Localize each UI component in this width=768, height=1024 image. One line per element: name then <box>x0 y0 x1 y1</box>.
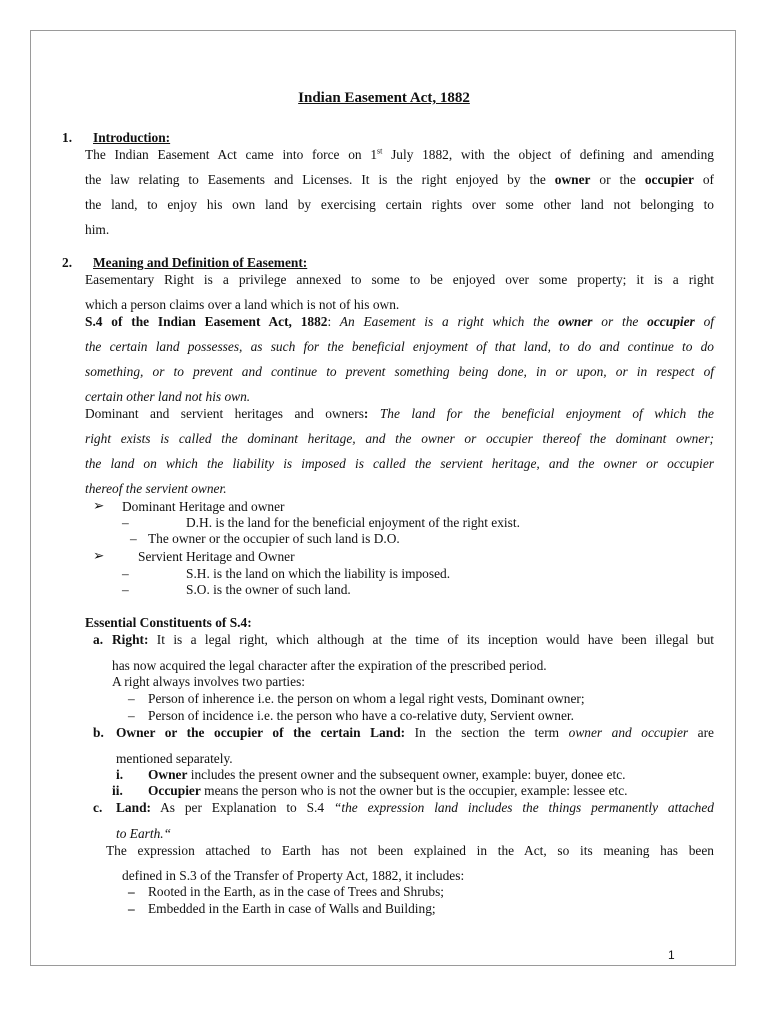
paragraph-line: Owner or the occupier of the certain Land: In the section the term owner and occupier are <box>116 725 714 740</box>
paragraph-line: Easementary Right is a privilege annexed to some to be enjoyed over some property; it is a right <box>85 272 714 287</box>
paragraph-line: something, or to prevent and continue to prevent something being done, in or upon, or in respect of <box>85 364 714 379</box>
paragraph-line: The expression attached to Earth has not been explained in the Act, so its meaning has been <box>106 843 714 858</box>
section-heading: Introduction: <box>93 130 171 145</box>
paragraph-line: The Indian Easement Act came into force on 1st July 1882, with the object of defining and amending <box>85 146 714 162</box>
section-heading: Essential Constituents of S.4: <box>85 615 252 630</box>
paragraph-line: the law relating to Easements and Licenses. It is the right enjoyed by the owner or the occupier of <box>85 172 714 187</box>
paragraph-line: Right: It is a legal right, which although at the time of its inception would have been illegal but <box>112 632 714 647</box>
list-item: Dominant Heritage and owner <box>122 499 285 514</box>
dash-bullet-icon: – <box>130 531 137 546</box>
list-marker: c. <box>93 800 103 815</box>
page-number: 1 <box>668 948 675 962</box>
paragraph-line: the land, to enjoy his own land by exercising certain rights over some other land not belonging to <box>85 197 714 212</box>
list-marker: ii. <box>112 783 123 798</box>
list-item: Embedded in the Earth in case of Walls and Building; <box>148 901 436 916</box>
list-item: D.H. is the land for the beneficial enjoyment of the right exist. <box>186 515 520 530</box>
dash-bullet-icon: – <box>128 708 135 723</box>
list-item: Servient Heritage and Owner <box>138 549 295 564</box>
dash-bullet-icon: – <box>128 884 135 899</box>
paragraph-line: mentioned separately. <box>116 751 233 766</box>
arrow-bullet-icon: ➢ <box>93 548 105 563</box>
list-item: S.O. is the owner of such land. <box>186 582 351 597</box>
list-item: Person of incidence i.e. the person who have a co-relative duty, Servient owner. <box>148 708 575 723</box>
arrow-bullet-icon: ➢ <box>93 498 105 513</box>
list-marker: a. <box>93 632 104 647</box>
list-item: Occupier means the person who is not the owner but is the occupier, example: lessee etc. <box>148 783 628 798</box>
paragraph-line: right exists is called the dominant heritage, and the owner or occupier thereof the dominant owner; <box>85 431 714 446</box>
section-number: 1. <box>62 130 73 145</box>
dash-bullet-icon: – <box>122 582 129 597</box>
section-heading: Meaning and Definition of Easement: <box>93 255 308 270</box>
paragraph-line: to Earth.“ <box>116 826 172 841</box>
list-item: Owner includes the present owner and the subsequent owner, example: buyer, donee etc. <box>148 767 626 782</box>
paragraph-line: Land: As per Explanation to S.4 “the expression land includes the things permanently attached <box>116 800 714 815</box>
dash-bullet-icon: – <box>122 566 129 581</box>
list-marker: b. <box>93 725 104 740</box>
dash-bullet-icon: – <box>122 515 129 530</box>
paragraph-line: has now acquired the legal character after the expiration of the prescribed period. <box>112 658 547 673</box>
dash-bullet-icon: – <box>128 901 135 916</box>
paragraph-line: which a person claims over a land which is not of his own. <box>85 297 400 312</box>
list-item: S.H. is the land on which the liability is imposed. <box>186 566 451 581</box>
list-item: Person of inherence i.e. the person on whom a legal right vests, Dominant owner; <box>148 691 585 706</box>
paragraph-line: certain other land not his own. <box>85 389 251 404</box>
paragraph-line: S.4 of the Indian Easement Act, 1882: An Easement is a right which the owner or the occupier of <box>85 314 714 329</box>
paragraph-line: him. <box>85 222 110 237</box>
paragraph-line: the land on which the liability is imposed is called the servient heritage, and the owner or occupier <box>85 456 714 471</box>
section-number: 2. <box>62 255 73 270</box>
list-item: Rooted in the Earth, as in the case of Trees and Shrubs; <box>148 884 445 899</box>
dash-bullet-icon: – <box>128 691 135 706</box>
paragraph-line: thereof the servient owner. <box>85 481 227 496</box>
paragraph-line: defined in S.3 of the Transfer of Property Act, 1882, it includes: <box>122 868 465 883</box>
paragraph-line: A right always involves two parties: <box>112 674 306 689</box>
list-marker: i. <box>116 767 124 782</box>
paragraph-line: the certain land possesses, as such for the beneficial enjoyment of that land, to do and continue to do <box>85 339 714 354</box>
list-item: The owner or the occupier of such land is D.O. <box>148 531 400 546</box>
document-title: Indian Easement Act, 1882 <box>298 90 470 106</box>
paragraph-line: Dominant and servient heritages and owners: The land for the beneficial enjoyment of which the <box>85 406 714 421</box>
